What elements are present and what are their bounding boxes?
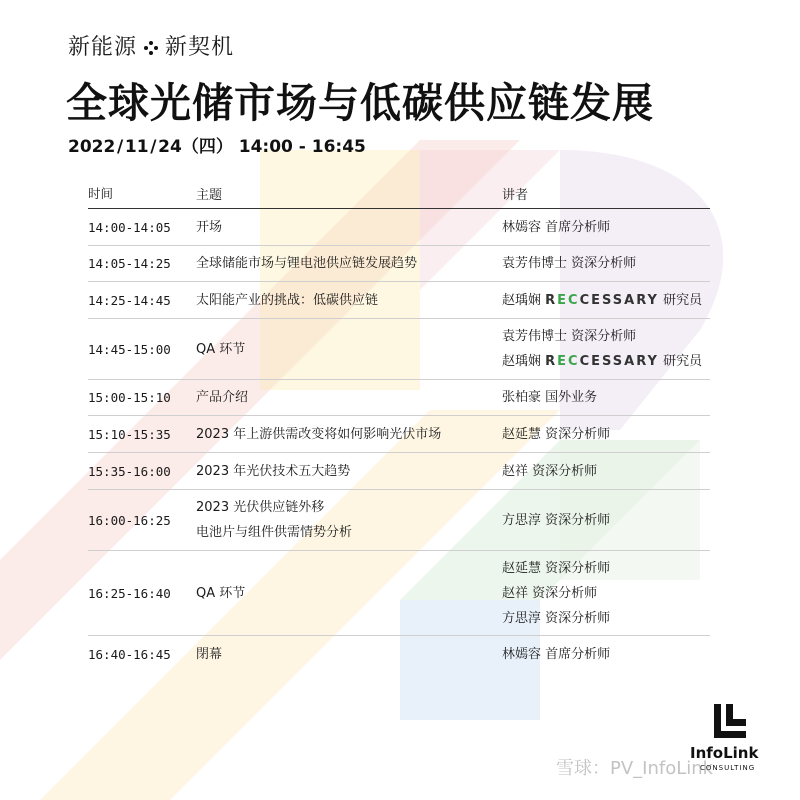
agenda-speaker: 林嫣容 首席分析师	[502, 219, 611, 235]
agenda-row	[88, 636, 710, 672]
agenda-row	[88, 319, 710, 380]
agenda-row	[88, 209, 710, 246]
agenda-time: 15:35-16:00	[88, 463, 171, 479]
agenda-time: 14:00-14:05	[88, 219, 171, 235]
header-speaker: 讲者	[502, 187, 529, 203]
agenda-time: 14:45-15:00	[88, 341, 171, 357]
agenda-time: 15:00-15:10	[88, 390, 171, 405]
logo-name: InfoLink	[690, 744, 759, 762]
agenda-speakers	[502, 508, 710, 533]
header-time: 时间	[88, 186, 114, 201]
four-dots-icon	[143, 40, 159, 56]
agenda-speakers	[502, 459, 710, 484]
agenda-time: 16:00-16:25	[88, 512, 171, 528]
watermark: 雪球：PV_InfoLink	[556, 758, 714, 779]
agenda-speaker: 赵祥 资深分析师	[502, 585, 598, 601]
subtitle-left: 新能源	[68, 35, 138, 60]
agenda-topic-line: 2023 年光伏技术五大趋势	[196, 463, 351, 479]
agenda-speaker: 方思淳 资深分析师	[502, 512, 611, 528]
agenda-time: 15:10-15:35	[88, 426, 171, 442]
agenda-topic	[196, 385, 502, 410]
subtitle-right: 新契机	[165, 35, 235, 60]
agenda-topic-line: QA 环节	[196, 341, 246, 357]
agenda-rows	[88, 209, 710, 672]
agenda-speakers	[502, 251, 710, 276]
agenda-topic	[196, 215, 502, 240]
agenda-speaker: 袁芳伟博士 资深分析师	[502, 329, 637, 344]
agenda-row	[88, 490, 710, 551]
agenda-topic	[196, 251, 502, 276]
agenda-table	[88, 178, 710, 672]
reccessary-brand: RECCESSARY	[545, 354, 659, 369]
agenda-topic	[196, 288, 502, 313]
agenda-topic	[196, 495, 502, 545]
agenda-topic-line: 閉幕	[196, 646, 223, 662]
agenda-topic-line: 电池片与组件供需情势分析	[196, 525, 353, 540]
agenda-speakers	[502, 215, 710, 240]
agenda-row	[88, 416, 710, 453]
agenda-row	[88, 380, 710, 416]
agenda-speaker: 方思淳 资深分析师	[502, 610, 611, 626]
agenda-row	[88, 246, 710, 282]
agenda-topic	[196, 422, 502, 447]
agenda-row	[88, 282, 710, 319]
agenda-speaker: 赵延慧 资深分析师	[502, 426, 611, 442]
agenda-speakers	[502, 385, 710, 410]
agenda-speaker: 张柏豪 国外业务	[502, 390, 598, 405]
agenda-speaker: 赵延慧 资深分析师	[502, 560, 611, 576]
header-topic: 主题	[196, 187, 223, 203]
agenda-row	[88, 551, 710, 636]
agenda-topic-line: 产品介绍	[196, 390, 249, 405]
infolink-logo-mark-icon	[714, 704, 746, 738]
event-title: 全球光储市场与低碳供应链发展	[66, 79, 654, 127]
agenda-topic-line: 全球储能市场与锂电池供应链发展趋势	[196, 256, 418, 271]
event-subtitle	[68, 30, 234, 61]
agenda-topic	[196, 459, 502, 484]
agenda-speakers	[502, 556, 710, 631]
logo-subtitle: CONSULTING	[700, 764, 756, 772]
agenda-topic-line: QA 环节	[196, 585, 246, 601]
agenda-topic	[196, 581, 502, 606]
agenda-time: 16:40-16:45	[88, 646, 171, 662]
agenda-speakers	[502, 642, 710, 667]
agenda-speakers	[502, 422, 710, 447]
agenda-speaker: 赵祥 资深分析师	[502, 463, 598, 479]
agenda-time: 16:25-16:40	[88, 585, 171, 601]
agenda-speaker: 赵瑀娴 RECCESSARY 研究员	[502, 354, 703, 369]
agenda-topic	[196, 337, 502, 362]
agenda-speaker: 赵瑀娴 RECCESSARY 研究员	[502, 292, 703, 308]
agenda-time: 14:05-14:25	[88, 256, 171, 271]
agenda-topic-line: 2023 年上游供需改变将如何影响光伏市场	[196, 426, 442, 442]
agenda-topic	[196, 642, 502, 667]
agenda-speakers	[502, 324, 710, 374]
agenda-speakers	[502, 288, 710, 313]
reccessary-brand: RECCESSARY	[545, 292, 659, 308]
agenda-topic-line: 开场	[196, 219, 223, 235]
agenda-row	[88, 453, 710, 490]
agenda-topic-line: 太阳能产业的挑战：低碳供应链	[196, 292, 379, 308]
agenda-topic-line: 2023 光伏供应链外移	[196, 500, 325, 515]
agenda-speaker: 袁芳伟博士 资深分析师	[502, 256, 637, 271]
agenda-header-row	[88, 178, 710, 209]
agenda-speaker: 林嫣容 首席分析师	[502, 646, 611, 662]
event-date: 2022 / 11 / 24（四） 14:00 - 16:45	[68, 137, 366, 157]
agenda-time: 14:25-14:45	[88, 292, 171, 308]
